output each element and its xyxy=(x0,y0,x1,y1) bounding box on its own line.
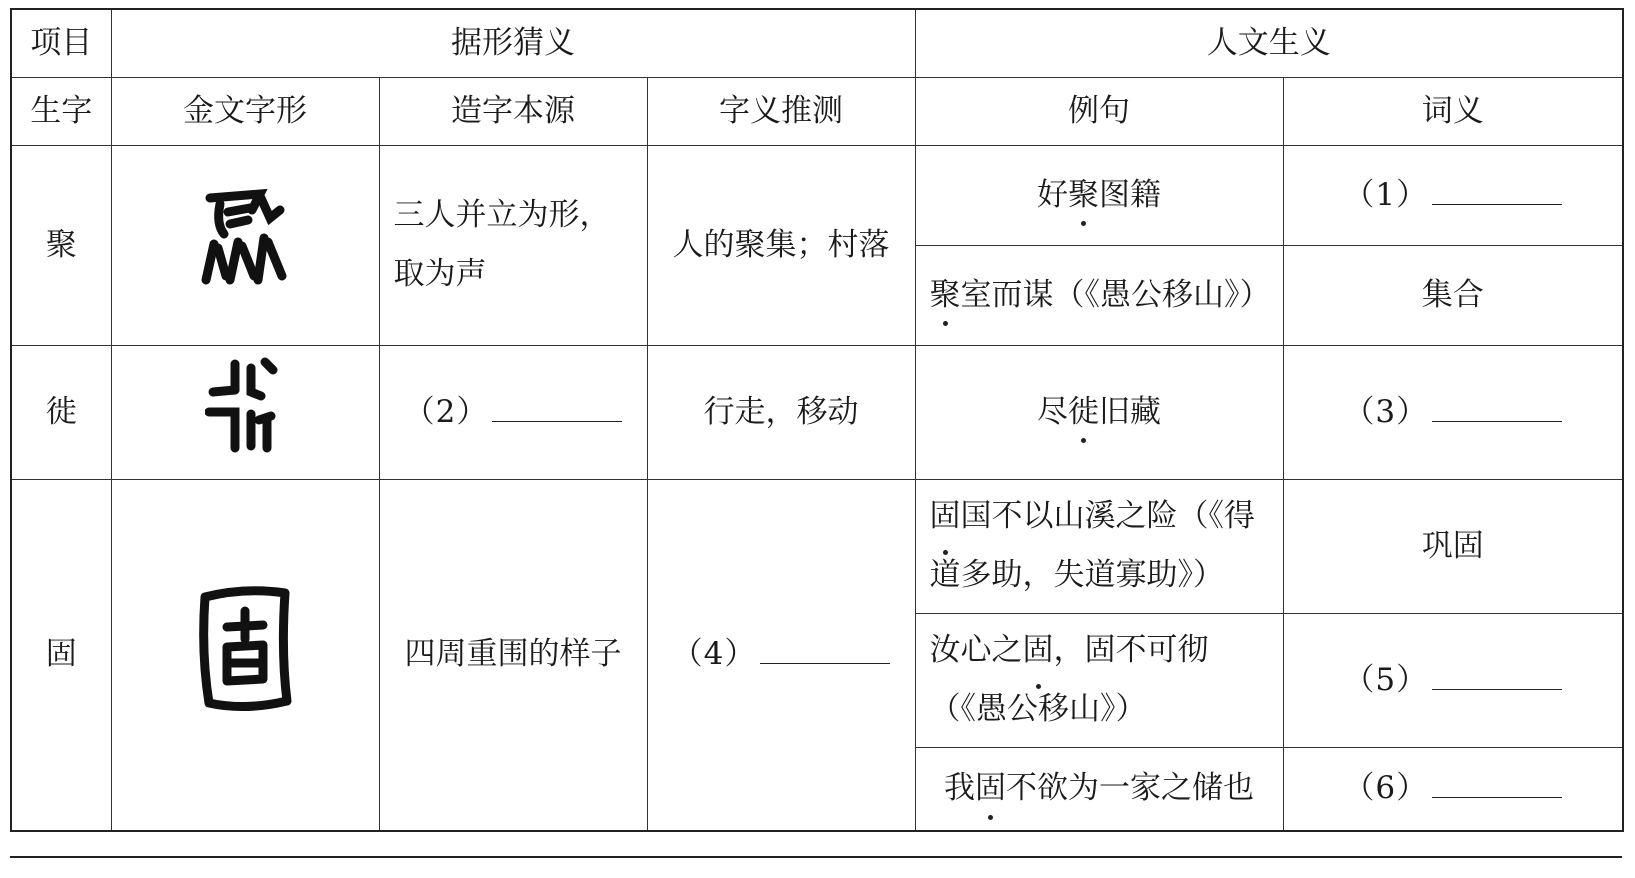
page-bottom-rule xyxy=(10,856,1622,858)
example-xi-1 xyxy=(915,345,1283,479)
meaning-ju-1 xyxy=(1283,145,1623,245)
example-text: 图籍 xyxy=(1099,176,1161,213)
char-xi: 徙 xyxy=(11,345,111,479)
example-text: 好 xyxy=(1037,176,1068,213)
example-gu-2 xyxy=(915,613,1283,747)
example-ju-2 xyxy=(915,245,1283,345)
answer-blank-4[interactable] xyxy=(760,633,890,664)
guess-ju: 人的聚集；村落 xyxy=(647,145,915,345)
bronze-cell-xi xyxy=(111,345,379,479)
dotted-char: 固 xyxy=(975,766,1006,811)
guess-xi: 行走，移动 xyxy=(647,345,915,479)
header-group-form: 据形猜义 xyxy=(111,9,915,77)
guess-gu xyxy=(647,479,915,831)
header-guess: 字义推测 xyxy=(647,77,915,145)
origin-gu: 四周重围的样子 xyxy=(379,479,647,831)
meaning-ju-2: 集合 xyxy=(1283,245,1623,345)
answer-blank-1[interactable] xyxy=(1432,174,1562,205)
blank-number: （5） xyxy=(1343,661,1429,698)
blank-number: （6） xyxy=(1343,770,1429,807)
blank-number: （4） xyxy=(671,636,757,673)
header-item: 项目 xyxy=(11,9,111,77)
meaning-gu-2 xyxy=(1283,613,1623,747)
answer-blank-3[interactable] xyxy=(1432,391,1562,422)
blank-number: （1） xyxy=(1343,176,1429,213)
blank-number: （3） xyxy=(1343,393,1429,430)
example-text: 不欲为一家之储也 xyxy=(1006,770,1254,807)
header-bronze: 金文字形 xyxy=(111,77,379,145)
example-ju-1 xyxy=(915,145,1283,245)
answer-blank-6[interactable] xyxy=(1432,767,1562,798)
example-gu-1 xyxy=(915,479,1283,613)
dotted-char: 聚 xyxy=(1068,173,1099,218)
meaning-xi-1 xyxy=(1283,345,1623,479)
meaning-gu-1: 巩固 xyxy=(1283,479,1623,613)
dotted-char: 聚 xyxy=(930,273,961,318)
dotted-char: 固 xyxy=(930,487,961,546)
origin-ju: 三人并立为形，取为声 xyxy=(379,145,647,345)
char-gu: 固 xyxy=(11,479,111,831)
dotted-char: 徙 xyxy=(1068,390,1099,435)
example-text: 国不以山溪之险（《得道多助，失道寡助》） xyxy=(929,498,1255,593)
blank-number: （2） xyxy=(403,393,489,430)
example-text: 我 xyxy=(944,770,975,807)
header-char: 生字 xyxy=(11,77,111,145)
example-text: 室而谋（《愚公移山》） xyxy=(960,276,1271,313)
bronze-ju-glyph xyxy=(200,184,290,307)
bronze-xi-glyph xyxy=(205,356,285,469)
answer-blank-2[interactable] xyxy=(492,391,622,422)
example-gu-3 xyxy=(915,747,1283,831)
bronze-cell-gu xyxy=(111,479,379,831)
origin-xi xyxy=(379,345,647,479)
example-text: 尽 xyxy=(1037,393,1068,430)
vocabulary-table-sheet xyxy=(10,8,1624,832)
answer-blank-5[interactable] xyxy=(1432,659,1562,690)
header-example: 例句 xyxy=(915,77,1283,145)
header-meaning: 词义 xyxy=(1283,77,1623,145)
header-origin: 造字本源 xyxy=(379,77,647,145)
example-text: 汝心之 xyxy=(929,632,1023,669)
dotted-char: 固 xyxy=(1023,621,1054,680)
meaning-gu-3 xyxy=(1283,747,1623,831)
vocabulary-table xyxy=(10,8,1624,832)
bronze-gu-glyph xyxy=(195,583,295,726)
header-group-culture: 人文生义 xyxy=(915,9,1623,77)
char-ju: 聚 xyxy=(11,145,111,345)
example-text: ，固不可彻（《愚公移山》） xyxy=(929,632,1209,727)
example-text: 旧藏 xyxy=(1099,393,1161,430)
bronze-cell-ju xyxy=(111,145,379,345)
